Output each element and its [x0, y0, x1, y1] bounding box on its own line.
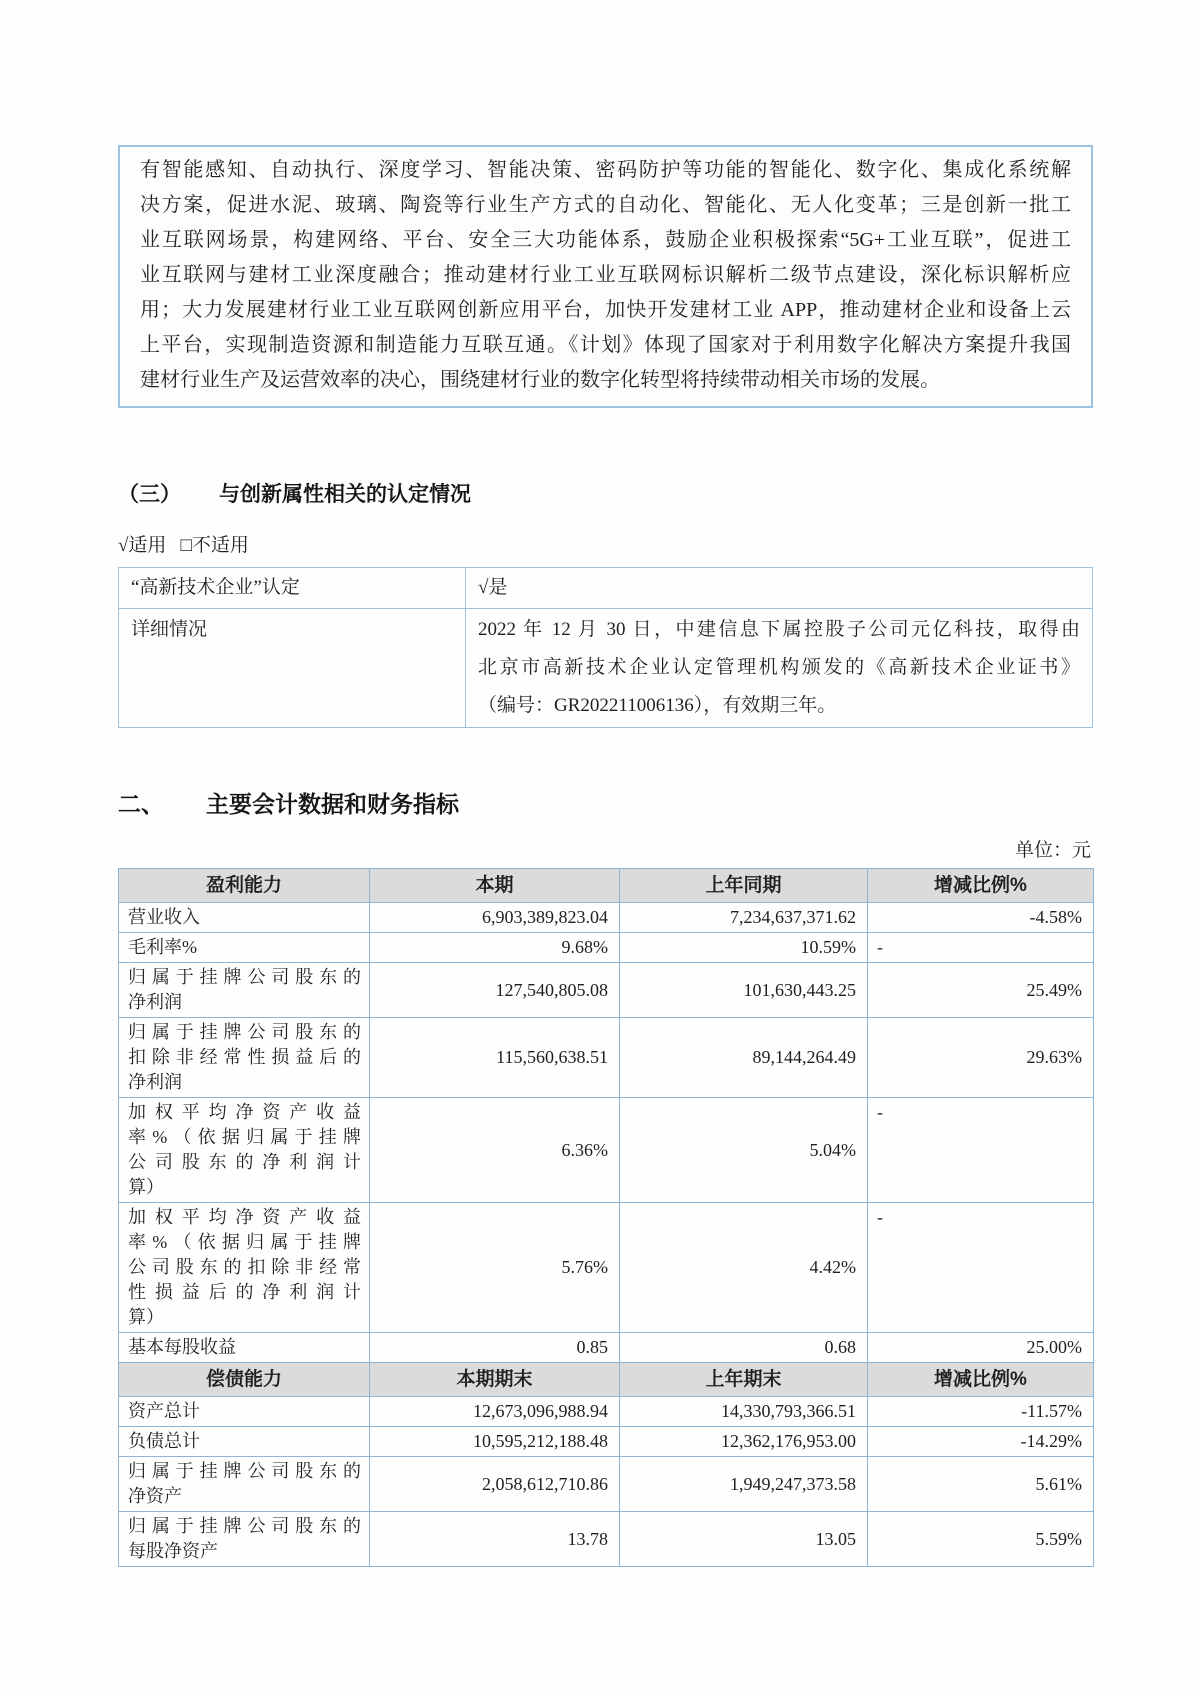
metric-label-cell: 归属于挂牌公司股东的 净利润	[119, 963, 370, 1018]
certification-table	[118, 567, 1093, 728]
current-value-cell: 115,560,638.51	[370, 1018, 620, 1098]
change-value-cell: -14.29%	[868, 1427, 1094, 1457]
metric-label-cell: 负债总计	[119, 1427, 370, 1457]
section-number: 二、	[118, 791, 164, 817]
table-row	[119, 903, 1094, 933]
unit-note: 单位：元	[1014, 840, 1091, 861]
change-value-cell: 25.49%	[868, 963, 1094, 1018]
change-value-cell: 25.00%	[868, 1333, 1094, 1363]
prior-value-cell: 101,630,443.25	[620, 963, 868, 1018]
change-value-cell: -	[868, 1203, 1094, 1333]
current-value-cell: 5.76%	[370, 1203, 620, 1333]
current-value-cell: 10,595,212,188.48	[370, 1427, 620, 1457]
page-content	[118, 0, 1093, 1567]
table-row	[119, 1457, 1094, 1512]
prior-value-cell: 5.04%	[620, 1098, 868, 1203]
table-row	[119, 1018, 1094, 1098]
col-header-change-percent: 增减比例%	[868, 1363, 1094, 1397]
prior-value-cell: 14,330,793,366.51	[620, 1397, 868, 1427]
change-value-cell: -11.57%	[868, 1397, 1094, 1427]
section-title: 与创新属性相关的认定情况	[219, 483, 471, 506]
prior-value-cell: 4.42%	[620, 1203, 868, 1333]
current-value-cell: 6,903,389,823.04	[370, 903, 620, 933]
profitability-header-row	[119, 869, 1094, 903]
table-row	[119, 1333, 1094, 1363]
table-row	[119, 1203, 1094, 1333]
policy-intro-box: 有智能感知、自动执行、深度学习、智能决策、密码防护等功能的智能化、数字化、集成化系统解 决方案，促进水泥、玻璃、陶瓷等行业生产方式的自动化、智能化、无人化变革；三是创新一批工 业互联网场景，构建网络、平台、安全三大功能体系，鼓励企业积极探索“5G+工业互联”，促进工 业互联网与建材工业深度融合；推动建材行业工业互联网标识解析二级节点建设，深化标识解析应 用；大力发展建材行业工业互联网创新应用平台，加快开发建材工业 APP，推动建材企业和设备上云 上平台，实现制造资源和制造能力互联互通。《计划》体现了国家对于利用数字化解决方案提升我国 建材行业生产及运营效率的决心，围绕建材行业的数字化转型将持续带动相关市场的发展。	[118, 145, 1093, 408]
section-number: （三）	[118, 483, 181, 506]
prior-value-cell: 12,362,176,953.00	[620, 1427, 868, 1457]
solvency-header-row	[119, 1363, 1094, 1397]
table-row	[119, 609, 1093, 728]
col-header-prior-period-end: 上年期末	[620, 1363, 868, 1397]
change-value-cell: -4.58%	[868, 903, 1094, 933]
applicability-line	[118, 530, 1093, 557]
prior-value-cell: 0.68	[620, 1333, 868, 1363]
table-row	[119, 1098, 1094, 1203]
metric-label-cell: 资产总计	[119, 1397, 370, 1427]
cert-value-cell: √是	[466, 568, 1093, 609]
prior-value-cell: 10.59%	[620, 933, 868, 963]
metric-label-cell: 基本每股收益	[119, 1333, 370, 1363]
table-row	[119, 1397, 1094, 1427]
section-financial-heading	[118, 786, 1093, 819]
current-value-cell: 0.85	[370, 1333, 620, 1363]
current-value-cell: 2,058,612,710.86	[370, 1457, 620, 1512]
prior-value-cell: 7,234,637,371.62	[620, 903, 868, 933]
change-value-cell: 5.59%	[868, 1512, 1094, 1567]
metric-label-cell: 归属于挂牌公司股东的 每股净资产	[119, 1512, 370, 1567]
detail-label-cell: 详细情况	[119, 609, 466, 728]
prior-value-cell: 13.05	[620, 1512, 868, 1567]
col-header-change-percent: 增减比例%	[868, 869, 1094, 903]
cert-label-cell: “高新技术企业”认定	[119, 568, 466, 609]
current-value-cell: 127,540,805.08	[370, 963, 620, 1018]
metric-label-cell: 归属于挂牌公司股东的 扣除非经常性损益后的 净利润	[119, 1018, 370, 1098]
metric-label-cell: 加权平均净资产收益 率%（依据归属于挂牌 公司股东的净利润计 算）	[119, 1098, 370, 1203]
table-row	[119, 963, 1094, 1018]
current-value-cell: 13.78	[370, 1512, 620, 1567]
prior-value-cell: 89,144,264.49	[620, 1018, 868, 1098]
change-value-cell: 29.63%	[868, 1018, 1094, 1098]
detail-value-cell: 2022 年 12 月 30 日，中建信息下属控股子公司元亿科技，取得由 北京市高新技术企业认定管理机构颁发的《高新技术企业证书》 （编号：GR202211006136），有效期三年。	[466, 609, 1093, 728]
section-innovation-heading	[118, 478, 1093, 508]
col-header-current-period-end: 本期期末	[370, 1363, 620, 1397]
not-applicable-unchecked-text: □不适用	[180, 535, 249, 556]
current-value-cell: 9.68%	[370, 933, 620, 963]
metric-label-cell: 毛利率%	[119, 933, 370, 963]
metric-label-cell: 归属于挂牌公司股东的 净资产	[119, 1457, 370, 1512]
col-header-current-period: 本期	[370, 869, 620, 903]
table-row	[119, 568, 1093, 609]
current-value-cell: 12,673,096,988.94	[370, 1397, 620, 1427]
current-value-cell: 6.36%	[370, 1098, 620, 1203]
table-row	[119, 933, 1094, 963]
section-title: 主要会计数据和财务指标	[206, 791, 459, 817]
change-value-cell: 5.61%	[868, 1457, 1094, 1512]
applicable-checked-text: √适用	[118, 535, 167, 556]
change-value-cell: -	[868, 933, 1094, 963]
financial-metrics-table	[118, 868, 1094, 1567]
metric-label-cell: 加权平均净资产收益 率%（依据归属于挂牌 公司股东的扣除非经常 性损益后的净利润计 算）	[119, 1203, 370, 1333]
col-header-solvency: 偿债能力	[119, 1363, 370, 1397]
col-header-prior-period: 上年同期	[620, 869, 868, 903]
col-header-profitability: 盈利能力	[119, 869, 370, 903]
table-row	[119, 1512, 1094, 1567]
table-row	[119, 1427, 1094, 1457]
change-value-cell: -	[868, 1098, 1094, 1203]
prior-value-cell: 1,949,247,373.58	[620, 1457, 868, 1512]
metric-label-cell: 营业收入	[119, 903, 370, 933]
